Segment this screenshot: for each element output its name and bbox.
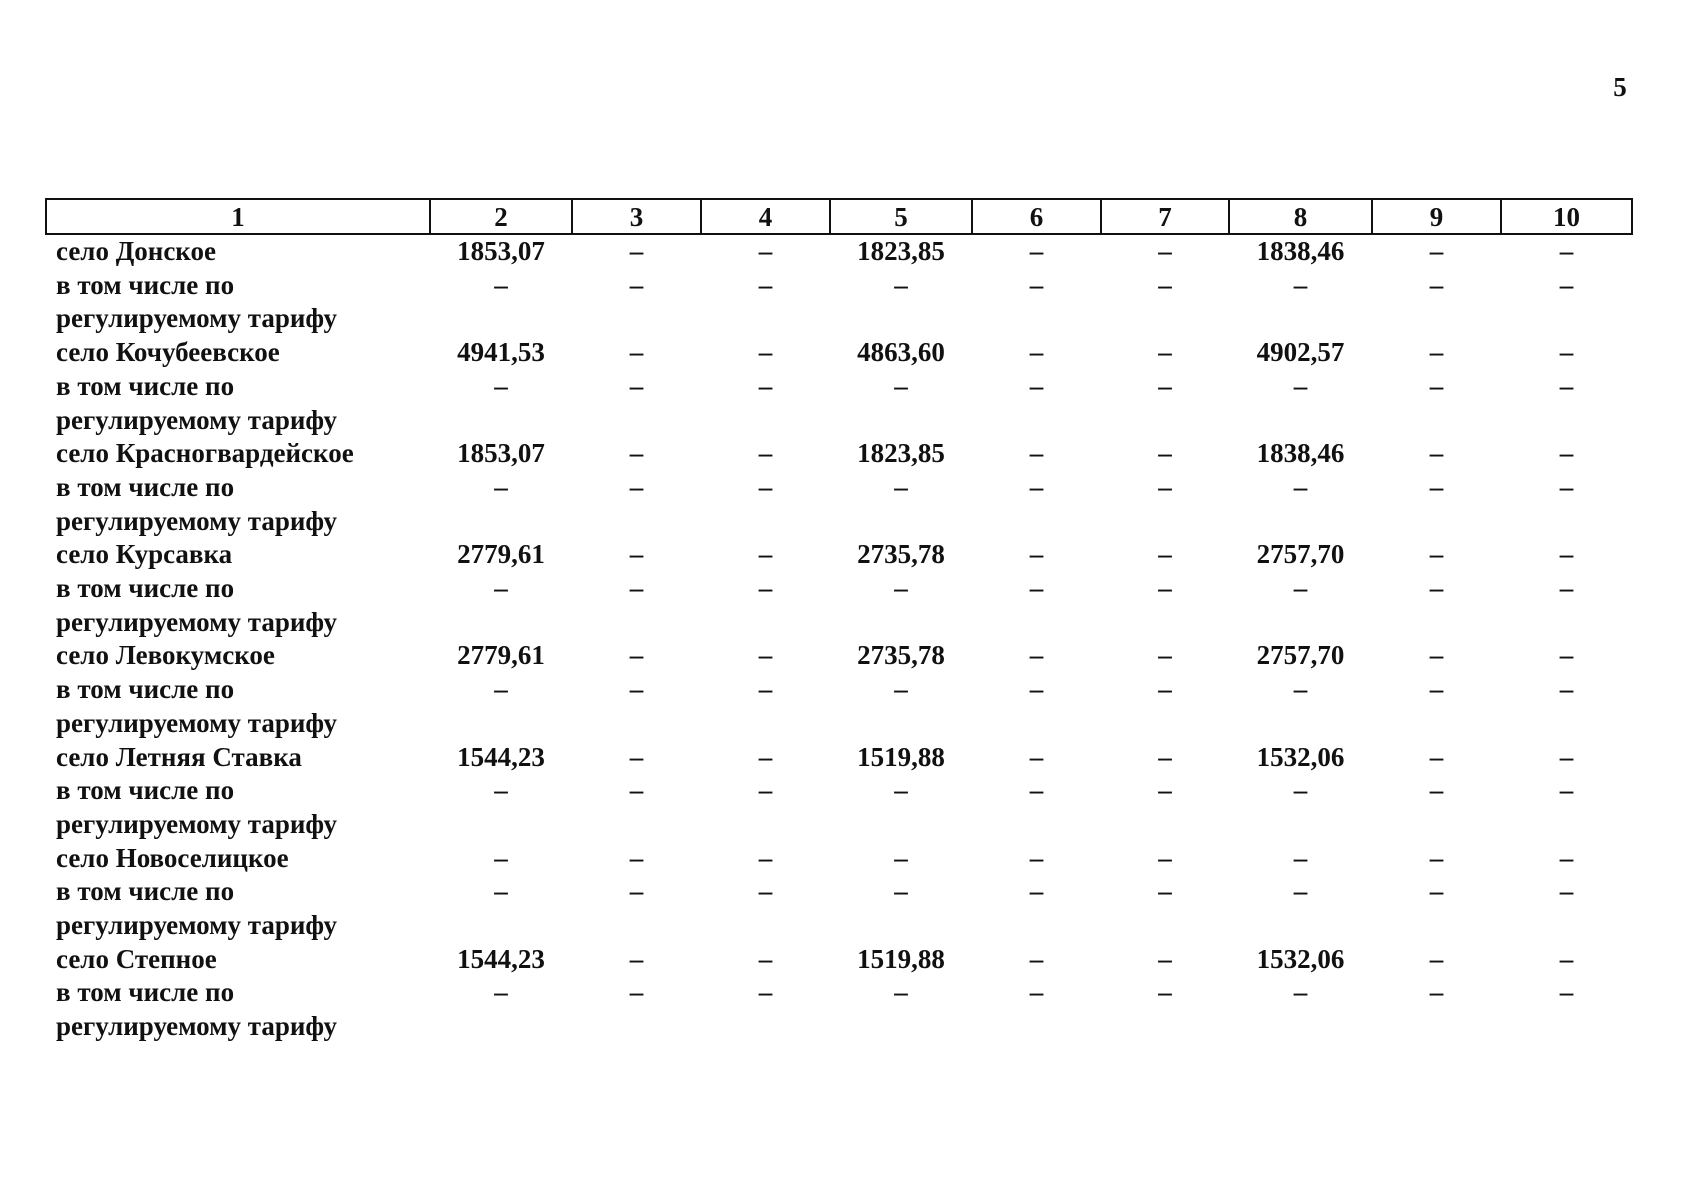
- column-header: 8: [1229, 199, 1372, 234]
- table-cell: 1853,07: [457, 236, 545, 266]
- table-cell: 1532,06: [1256, 741, 1345, 772]
- row-label: село Донское: [56, 236, 216, 266]
- table-row: [46, 606, 1632, 640]
- table-cell: [1372, 302, 1501, 336]
- column-header: 2: [430, 199, 572, 234]
- tariff-table: [45, 198, 1633, 1044]
- table-row: [46, 741, 1632, 775]
- table-cell: [1229, 505, 1372, 539]
- table-cell: –: [1293, 573, 1308, 604]
- table-cell: [701, 606, 830, 640]
- row-label: регулируемому тарифу: [56, 707, 337, 738]
- table-row: [46, 336, 1632, 370]
- table-row: [46, 370, 1632, 404]
- table-cell: –: [629, 741, 644, 772]
- table-cell: 1838,46: [1256, 438, 1345, 469]
- table-cell: [572, 707, 701, 741]
- table-cell: –: [629, 236, 644, 266]
- row-label: село Красногвардейское: [56, 438, 354, 469]
- table-cell: –: [494, 471, 508, 502]
- column-header: 4: [701, 199, 830, 234]
- row-label: в том числе по: [56, 370, 235, 401]
- table-cell: –: [1559, 539, 1574, 570]
- table-cell: [1101, 1010, 1229, 1044]
- table-cell: –: [1293, 842, 1308, 873]
- table-cell: 2757,70: [1256, 539, 1345, 570]
- table-cell: –: [1429, 842, 1444, 873]
- table-row: [46, 505, 1632, 539]
- table-cell: –: [1429, 876, 1444, 907]
- row-label: в том числе по: [56, 269, 235, 300]
- table-cell: 4941,53: [457, 337, 545, 368]
- table-cell: –: [1029, 674, 1044, 705]
- table-cell: [830, 404, 972, 438]
- table-cell: –: [894, 370, 908, 401]
- table-cell: –: [758, 236, 773, 266]
- table-cell: –: [1559, 573, 1574, 604]
- table-row: [46, 774, 1632, 808]
- table-cell: –: [1429, 269, 1444, 300]
- table-cell: [1501, 909, 1632, 943]
- row-label: село Степное: [56, 943, 217, 974]
- table-cell: [1372, 404, 1501, 438]
- table-cell: –: [1559, 471, 1574, 502]
- table-cell: –: [1158, 741, 1172, 772]
- table-cell: –: [894, 842, 908, 873]
- table-cell: 2735,78: [857, 539, 945, 570]
- table-cell: –: [1029, 539, 1044, 570]
- table-cell: [430, 1010, 572, 1044]
- row-label: село Кочубеевское: [56, 337, 280, 368]
- table-cell: 2779,61: [457, 539, 545, 570]
- table-cell: 4902,57: [1256, 337, 1345, 368]
- column-header: 6: [972, 199, 1101, 234]
- table-cell: [1101, 707, 1229, 741]
- table-cell: –: [1293, 269, 1308, 300]
- table-cell: –: [1158, 573, 1172, 604]
- table-cell: –: [1029, 842, 1044, 873]
- table-cell: [572, 808, 701, 842]
- table-cell: –: [1429, 741, 1444, 772]
- table-cell: [1372, 909, 1501, 943]
- row-label: село Курсавка: [56, 539, 233, 570]
- table-cell: –: [1029, 943, 1044, 974]
- table-cell: [1101, 909, 1229, 943]
- table-cell: [701, 707, 830, 741]
- table-cell: [572, 909, 701, 943]
- table-cell: –: [1029, 741, 1044, 772]
- table-cell: –: [758, 674, 773, 705]
- header-row: [46, 199, 1632, 234]
- table-cell: –: [894, 573, 908, 604]
- table-cell: [1229, 302, 1372, 336]
- table-cell: –: [758, 471, 773, 502]
- table-cell: –: [629, 539, 644, 570]
- table-row: [46, 269, 1632, 303]
- table-cell: [1372, 606, 1501, 640]
- table-cell: –: [629, 674, 644, 705]
- table-row: [46, 437, 1632, 471]
- column-header: 7: [1101, 199, 1229, 234]
- table-cell: –: [1293, 471, 1308, 502]
- table-cell: [1501, 302, 1632, 336]
- table-cell: 1544,23: [457, 943, 545, 974]
- table-cell: [701, 909, 830, 943]
- table-cell: –: [629, 640, 644, 671]
- table-cell: [972, 1010, 1101, 1044]
- table-cell: –: [1429, 674, 1444, 705]
- table-cell: [430, 302, 572, 336]
- table-cell: –: [494, 876, 508, 907]
- row-label: село Летняя Ставка: [56, 741, 302, 772]
- table-cell: –: [1029, 337, 1044, 368]
- table-cell: –: [758, 539, 773, 570]
- table-cell: [572, 302, 701, 336]
- table-cell: –: [629, 775, 644, 806]
- table-cell: –: [1429, 539, 1444, 570]
- table-cell: –: [1158, 876, 1172, 907]
- table-cell: 2779,61: [457, 640, 545, 671]
- row-label: регулируемому тарифу: [56, 910, 337, 941]
- table-cell: –: [1429, 370, 1444, 401]
- table-cell: –: [494, 674, 508, 705]
- table-cell: [1229, 808, 1372, 842]
- row-label: в том числе по: [56, 674, 235, 705]
- table-cell: –: [1029, 876, 1044, 907]
- table-cell: –: [894, 775, 908, 806]
- table-cell: –: [1293, 775, 1308, 806]
- table-cell: [1372, 505, 1501, 539]
- table-cell: [830, 606, 972, 640]
- row-label: в том числе по: [56, 977, 235, 1008]
- table-cell: –: [494, 775, 508, 806]
- table-cell: [1229, 1010, 1372, 1044]
- table-cell: [1372, 808, 1501, 842]
- table-cell: [830, 505, 972, 539]
- table-cell: –: [494, 269, 508, 300]
- table-cell: 1519,88: [857, 741, 945, 772]
- table-cell: –: [629, 842, 644, 873]
- table-cell: 4863,60: [857, 337, 945, 368]
- table-cell: –: [1029, 775, 1044, 806]
- table-cell: [972, 808, 1101, 842]
- table-cell: –: [629, 876, 644, 907]
- table-cell: –: [758, 438, 773, 469]
- table-cell: [972, 505, 1101, 539]
- table-cell: 1823,85: [857, 438, 945, 469]
- table-cell: [701, 1010, 830, 1044]
- page-number: 5: [1613, 72, 1627, 102]
- table-cell: –: [894, 471, 908, 502]
- table-cell: –: [1029, 977, 1044, 1008]
- row-label: регулируемому тарифу: [56, 606, 337, 637]
- row-label: регулируемому тарифу: [56, 505, 337, 536]
- table-cell: –: [1429, 471, 1444, 502]
- table-cell: –: [894, 674, 908, 705]
- table-cell: –: [1429, 943, 1444, 974]
- table-cell: –: [758, 573, 773, 604]
- table-row: [46, 976, 1632, 1010]
- table-cell: –: [629, 438, 644, 469]
- table-cell: –: [1429, 236, 1444, 266]
- table-cell: –: [1429, 977, 1444, 1008]
- table-cell: –: [1158, 943, 1172, 974]
- table-header: [46, 199, 1632, 234]
- table-cell: –: [494, 842, 508, 873]
- table-cell: –: [1559, 775, 1574, 806]
- table-cell: [1501, 808, 1632, 842]
- table-cell: –: [758, 741, 773, 772]
- table-cell: –: [758, 269, 773, 300]
- table-cell: –: [494, 573, 508, 604]
- table-cell: –: [1293, 876, 1308, 907]
- table-cell: 1532,06: [1256, 943, 1345, 974]
- table-cell: [830, 1010, 972, 1044]
- table-cell: 1823,85: [857, 236, 945, 266]
- column-header: 3: [572, 199, 701, 234]
- column-header: 1: [46, 199, 430, 234]
- table-cell: [430, 505, 572, 539]
- row-label: в том числе по: [56, 876, 235, 907]
- table-cell: –: [1293, 977, 1308, 1008]
- table-cell: –: [1559, 741, 1574, 772]
- table-cell: [830, 302, 972, 336]
- table-cell: –: [1158, 438, 1172, 469]
- table-cell: [701, 505, 830, 539]
- table-cell: [430, 808, 572, 842]
- table-cell: –: [758, 842, 773, 873]
- table-cell: [701, 808, 830, 842]
- table-cell: –: [1559, 977, 1574, 1008]
- table-cell: –: [1559, 876, 1574, 907]
- table-row: [46, 707, 1632, 741]
- row-label: село Левокумское: [56, 640, 275, 671]
- table-cell: [1501, 505, 1632, 539]
- table-cell: –: [758, 337, 773, 368]
- table-cell: [1501, 404, 1632, 438]
- table-cell: –: [894, 269, 908, 300]
- table-row: [46, 673, 1632, 707]
- table-cell: [1229, 404, 1372, 438]
- table-cell: –: [629, 573, 644, 604]
- table-cell: –: [494, 977, 508, 1008]
- table-cell: [830, 808, 972, 842]
- table-cell: –: [1158, 977, 1172, 1008]
- table-cell: –: [1158, 674, 1172, 705]
- row-label: в том числе по: [56, 471, 235, 502]
- table-cell: –: [1559, 842, 1574, 873]
- table-row: [46, 572, 1632, 606]
- table-cell: –: [758, 370, 773, 401]
- table-cell: –: [1158, 842, 1172, 873]
- table-cell: –: [758, 977, 773, 1008]
- table-cell: –: [758, 640, 773, 671]
- table-cell: [972, 707, 1101, 741]
- table-row: [46, 808, 1632, 842]
- table-row: [46, 471, 1632, 505]
- row-label: село Новоселицкое: [56, 842, 289, 873]
- table-cell: [701, 302, 830, 336]
- table-cell: –: [1559, 236, 1574, 266]
- table-cell: –: [629, 977, 644, 1008]
- column-header: 5: [830, 199, 972, 234]
- table-cell: –: [894, 977, 908, 1008]
- table-cell: –: [629, 943, 644, 974]
- column-header: 10: [1501, 199, 1632, 234]
- table-cell: –: [1429, 640, 1444, 671]
- row-label: в том числе по: [56, 775, 235, 806]
- table-cell: 2735,78: [857, 640, 945, 671]
- table-cell: [1501, 606, 1632, 640]
- table-cell: –: [1029, 269, 1044, 300]
- table-cell: –: [758, 775, 773, 806]
- table-row: [46, 234, 1632, 269]
- table-cell: –: [1559, 337, 1574, 368]
- row-label: регулируемому тарифу: [56, 1011, 337, 1042]
- table-cell: 1544,23: [457, 741, 545, 772]
- table-cell: [1501, 1010, 1632, 1044]
- table-cell: [1372, 707, 1501, 741]
- table-cell: [830, 909, 972, 943]
- table-cell: [1501, 707, 1632, 741]
- table-cell: –: [1429, 438, 1444, 469]
- table-cell: –: [1158, 775, 1172, 806]
- table-row: [46, 943, 1632, 977]
- table-cell: 1838,46: [1256, 236, 1345, 266]
- table-cell: –: [1429, 775, 1444, 806]
- table-cell: 1519,88: [857, 943, 945, 974]
- table-cell: [572, 404, 701, 438]
- table-cell: [1372, 1010, 1501, 1044]
- table-cell: –: [1029, 236, 1044, 266]
- table-cell: –: [1293, 370, 1308, 401]
- table-cell: –: [1559, 438, 1574, 469]
- table-cell: [701, 404, 830, 438]
- table-row: [46, 1010, 1632, 1044]
- table-cell: –: [1029, 438, 1044, 469]
- table-cell: –: [629, 269, 644, 300]
- table-row: [46, 842, 1632, 876]
- row-label: в том числе по: [56, 573, 235, 604]
- table-cell: 2757,70: [1256, 640, 1345, 671]
- table-cell: [1101, 808, 1229, 842]
- table-row: [46, 909, 1632, 943]
- table-cell: [972, 909, 1101, 943]
- table-cell: [1101, 404, 1229, 438]
- table-cell: [1229, 707, 1372, 741]
- table-cell: [572, 606, 701, 640]
- table-cell: –: [1158, 370, 1172, 401]
- row-label: регулируемому тарифу: [56, 303, 337, 334]
- table-cell: [1101, 505, 1229, 539]
- row-label: регулируемому тарифу: [56, 808, 337, 839]
- table-cell: –: [1029, 370, 1044, 401]
- table-cell: –: [1559, 943, 1574, 974]
- table-cell: –: [629, 370, 644, 401]
- table-cell: [972, 404, 1101, 438]
- table-cell: [972, 606, 1101, 640]
- table-cell: –: [629, 337, 644, 368]
- table-cell: [830, 707, 972, 741]
- table-cell: [1101, 302, 1229, 336]
- row-label: регулируемому тарифу: [56, 404, 337, 435]
- table-cell: –: [1429, 573, 1444, 604]
- column-header: 9: [1372, 199, 1501, 234]
- table-cell: –: [894, 876, 908, 907]
- table-cell: –: [1559, 640, 1574, 671]
- table-cell: [430, 909, 572, 943]
- table-cell: –: [494, 370, 508, 401]
- table-cell: –: [1158, 539, 1172, 570]
- table-cell: –: [1559, 674, 1574, 705]
- table-cell: –: [758, 876, 773, 907]
- table-cell: [430, 606, 572, 640]
- table-row: [46, 639, 1632, 673]
- table-cell: [572, 1010, 701, 1044]
- table-cell: –: [1158, 471, 1172, 502]
- table-cell: [572, 505, 701, 539]
- table-cell: –: [1029, 573, 1044, 604]
- table-cell: –: [1559, 269, 1574, 300]
- table-cell: [430, 707, 572, 741]
- table-cell: –: [629, 471, 644, 502]
- table-cell: –: [1429, 337, 1444, 368]
- table-row: [46, 538, 1632, 572]
- table-cell: –: [1158, 269, 1172, 300]
- table-row: [46, 302, 1632, 336]
- table-cell: –: [1293, 674, 1308, 705]
- table-cell: –: [1029, 471, 1044, 502]
- table-cell: –: [1158, 236, 1172, 266]
- table-cell: [1229, 909, 1372, 943]
- table-body: [46, 234, 1632, 1044]
- table-cell: [430, 404, 572, 438]
- table-cell: –: [1158, 337, 1172, 368]
- table-cell: –: [1559, 370, 1574, 401]
- table-cell: –: [1029, 640, 1044, 671]
- table-cell: [1101, 606, 1229, 640]
- table-cell: 1853,07: [457, 438, 545, 469]
- table-cell: [1229, 606, 1372, 640]
- table-cell: [972, 302, 1101, 336]
- table-row: [46, 404, 1632, 438]
- table-cell: –: [1158, 640, 1172, 671]
- table-row: [46, 875, 1632, 909]
- table-cell: –: [758, 943, 773, 974]
